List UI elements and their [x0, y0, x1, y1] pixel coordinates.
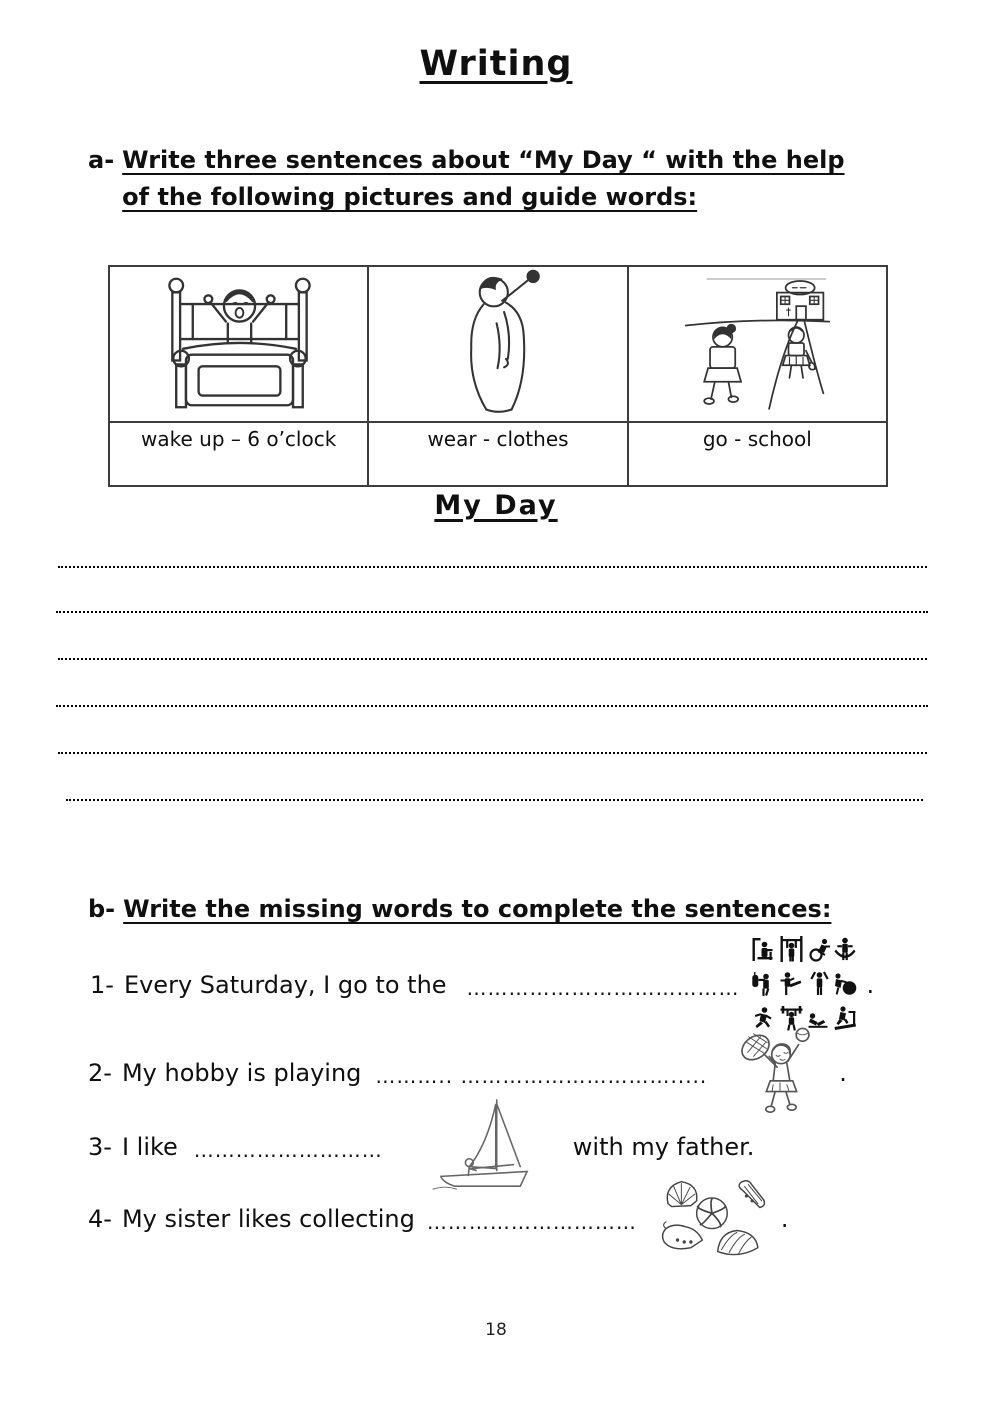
section-a-instruction	[88, 142, 864, 216]
go-school-icon	[680, 273, 835, 411]
section-b-instruction	[88, 891, 831, 928]
guide-caption-go-school: go - school	[628, 422, 887, 486]
guide-caption-wake-up: wake up – 6 o’clock	[109, 422, 368, 486]
sentence-2-number: 2-	[88, 1059, 112, 1087]
sentence-4-period: .	[780, 1205, 789, 1233]
section-b-text: Write the missing words to complete the sentences:	[123, 895, 832, 923]
sentence-4-blank[interactable]: …………………………	[426, 1210, 637, 1234]
seashells-icon	[651, 1175, 771, 1263]
sentence-4-text: My sister likes collecting	[121, 1205, 415, 1233]
my-day-heading: My Day	[434, 490, 558, 521]
gym-pictograms-icon	[752, 935, 857, 1035]
sentence-4-number: 4-	[88, 1205, 112, 1233]
sentence-3-number: 3-	[88, 1133, 112, 1161]
writing-line[interactable]	[66, 799, 923, 801]
sentence-3-text: I like	[121, 1133, 178, 1161]
writing-line[interactable]	[58, 752, 927, 754]
sentence-1-number: 1-	[90, 971, 114, 999]
sentence-4	[88, 1174, 788, 1264]
section-a-text: Write three sentences about “My Day “ with the help of the following pictures and guide words:	[122, 146, 845, 212]
sentence-2-text: My hobby is playing	[121, 1059, 362, 1087]
sentence-3-text-after: with my father.	[572, 1133, 755, 1161]
guide-cell-wear	[368, 266, 627, 422]
sentence-1	[90, 935, 874, 1035]
guide-cell-go-school	[628, 266, 887, 422]
writing-line[interactable]	[56, 705, 928, 707]
writing-line[interactable]	[56, 611, 928, 613]
sentence-2-blank[interactable]: ……….. ………………………….....	[375, 1064, 708, 1088]
sentence-1-period: .	[866, 971, 875, 999]
sentence-3-blank[interactable]: ………………………	[193, 1138, 383, 1162]
writing-line[interactable]	[58, 658, 927, 660]
wake-up-bed-icon	[144, 269, 334, 415]
page-number: 18	[485, 1320, 507, 1340]
wear-clothes-icon	[442, 267, 554, 417]
writing-line[interactable]	[58, 566, 927, 568]
guide-cell-wake-up	[109, 266, 368, 422]
page-title: Writing	[419, 44, 573, 84]
sentence-1-blank[interactable]: …………………………………	[466, 976, 740, 1000]
sentence-2-period: .	[839, 1059, 847, 1087]
section-a-label: a-	[88, 146, 115, 174]
sentence-1-text: Every Saturday, I go to the	[123, 971, 447, 999]
section-b-label: b-	[88, 895, 116, 923]
guide-caption-wear: wear - clothes	[368, 422, 627, 486]
guide-words-table	[108, 265, 888, 487]
